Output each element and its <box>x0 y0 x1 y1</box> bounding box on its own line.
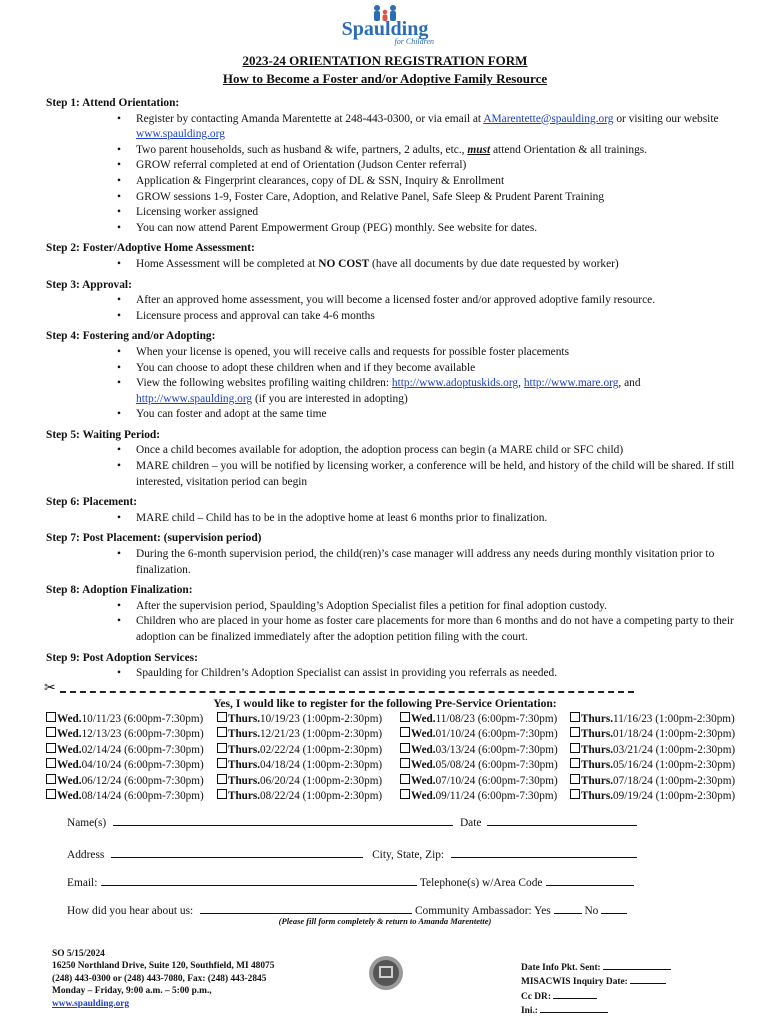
session-option[interactable] <box>570 712 760 727</box>
session-option[interactable] <box>400 758 570 773</box>
session-day: Thurs. <box>581 790 614 803</box>
step-bullet: • You can choose to adopt these children when and if they become available <box>136 361 736 377</box>
session-option[interactable] <box>570 758 760 773</box>
step-bullet: • GROW sessions 1-9, Foster Care, Adoption, and Relative Panel, Safe Sleep & Prudent Parent Training <box>136 190 736 206</box>
session-day: Thurs. <box>228 728 261 741</box>
step-heading: Step 5: Waiting Period: <box>46 428 161 441</box>
names-row <box>67 814 637 829</box>
logo-wordmark: Spaulding <box>341 18 429 40</box>
ambassador-label: Community Ambassador: Yes <box>414 905 551 917</box>
step-list <box>46 293 736 324</box>
step-heading: Step 9: Post Adoption Services: <box>46 651 198 664</box>
comma-text: , <box>518 377 524 390</box>
session-time: 11/08/23 (6:00pm-7:30pm) <box>435 713 558 725</box>
session-option[interactable] <box>400 743 570 758</box>
must-emphasis: must <box>467 143 491 156</box>
session-day: Wed. <box>411 728 436 741</box>
ini-label: Ini.: <box>521 1006 538 1017</box>
assessment-rest: (have all documents by due date requested by worker) <box>369 257 619 270</box>
checkbox[interactable] <box>570 789 580 799</box>
email-row <box>67 874 634 889</box>
session-option[interactable] <box>570 727 760 742</box>
session-day: Wed. <box>57 774 82 787</box>
session-option[interactable] <box>400 774 570 789</box>
session-day: Wed. <box>411 790 436 803</box>
accreditation-seal-icon <box>368 955 404 991</box>
address-label: Address <box>67 849 105 861</box>
mare-link[interactable]: http://www.mare.org <box>523 377 619 390</box>
step-bullet: • You can now attend Parent Empowerment Group (PEG) monthly. See website for dates. <box>136 221 736 237</box>
step-list <box>46 257 736 273</box>
session-option[interactable] <box>570 743 760 758</box>
step-heading: Step 8: Adoption Finalization: <box>46 584 193 597</box>
checkbox[interactable] <box>570 758 580 768</box>
step-bullet: • After an approved home assessment, you will become a licensed foster and/or approved adoptive family resource. <box>136 293 736 309</box>
checkbox[interactable] <box>46 789 56 799</box>
step-heading: Step 1: Attend Orientation: <box>46 97 180 109</box>
footer-hours: Monday – Friday, 9:00 a.m. – 5:00 p.m., <box>52 986 212 997</box>
households-rest: attend Orientation & all trainings. <box>490 143 648 156</box>
checkbox[interactable] <box>217 774 227 784</box>
misacwis-label: MISACWIS Inquiry Date: <box>521 977 628 988</box>
date-label: Date <box>459 817 482 829</box>
checkbox[interactable] <box>400 712 410 722</box>
footer-website-link[interactable]: www.spaulding.org <box>52 998 130 1009</box>
step-bullet <box>136 112 736 143</box>
session-option[interactable] <box>217 743 400 758</box>
website-link[interactable]: www.spaulding.org <box>136 128 225 141</box>
session-day: Thurs. <box>228 713 261 725</box>
step-heading: Step 4: Fostering and/or Adopting: <box>46 330 216 343</box>
session-option[interactable] <box>46 712 217 727</box>
session-option[interactable] <box>400 727 570 742</box>
address-row <box>67 846 637 861</box>
step-list <box>46 666 736 682</box>
spaulding-link[interactable]: http://www.spaulding.org <box>136 392 253 405</box>
session-row <box>46 743 766 758</box>
footer-contact <box>52 948 274 1010</box>
ini-input[interactable] <box>540 1003 608 1013</box>
footer-phone: (248) 443-0300 or (248) 443-7080, Fax: (248) 443-2845 <box>52 973 267 984</box>
session-option[interactable] <box>217 789 400 804</box>
step-list <box>46 599 736 646</box>
session-option[interactable] <box>217 758 400 773</box>
step-bullet: • Once a child becomes available for adoption, the adoption process can begin (a MARE child or SFC child) <box>136 443 736 459</box>
households-text: Two parent households, such as husband & wife, partners, 2 adults, etc., <box>136 143 468 156</box>
spaulding-logo <box>330 4 440 48</box>
session-option[interactable] <box>217 727 400 742</box>
return-note: (Please fill form completely & return to Amanda Marentette) <box>278 916 492 926</box>
session-row <box>46 712 766 727</box>
step-bullet: • Licensing worker assigned <box>136 205 736 221</box>
step-heading: Step 7: Post Placement: (supervision period) <box>46 532 262 545</box>
session-day: Wed. <box>411 743 436 756</box>
step-bullet: • MARE child – Child has to be in the adoptive home at least 6 months prior to finalization. <box>136 511 736 527</box>
session-day: Wed. <box>57 728 82 741</box>
session-row <box>46 774 766 789</box>
date-input[interactable] <box>487 814 637 826</box>
checkbox[interactable] <box>400 758 410 768</box>
info-sent-row <box>521 960 671 974</box>
checkbox[interactable] <box>46 727 56 737</box>
names-label: Name(s) <box>67 817 107 829</box>
step-bullet: • During the 6-month supervision period, the child(ren)’s case manager will address any needs during monthly visitation prior to finalization. <box>136 547 736 578</box>
session-option[interactable] <box>217 712 400 727</box>
step-bullet <box>136 257 736 273</box>
referral-row <box>67 902 627 917</box>
and-text: , and <box>618 377 641 390</box>
scissors-icon: ✂ <box>44 681 56 696</box>
step-bullet: • Application & Fingerprint clearances, copy of DL & SSN, Inquiry & Enrollment <box>136 174 736 190</box>
session-day: Thurs. <box>581 774 614 787</box>
form-subtitle: How to Become a Foster and/or Adoptive Family Resource <box>222 71 548 86</box>
session-option[interactable] <box>46 758 217 773</box>
step-bullet: • GROW referral completed at end of Orientation (Judson Center referral) <box>136 158 736 174</box>
session-day: Thurs. <box>228 759 261 772</box>
session-day: Thurs. <box>228 743 261 756</box>
session-day: Thurs. <box>581 728 614 741</box>
ambassador-no-input[interactable] <box>601 902 627 914</box>
form-title: 2023-24 ORIENTATION REGISTRATION FORM <box>242 53 528 68</box>
checkbox[interactable] <box>217 712 227 722</box>
phone-input[interactable] <box>546 874 634 886</box>
session-day: Thurs. <box>228 774 261 787</box>
session-day: Wed. <box>411 774 436 787</box>
office-use <box>521 960 671 1018</box>
session-time: 08/14/24 (6:00pm-7:30pm) <box>81 790 204 803</box>
city-label: City, State, Zip: <box>372 849 445 861</box>
session-day: Thurs. <box>581 713 614 725</box>
session-row <box>46 789 766 804</box>
checkbox[interactable] <box>46 774 56 784</box>
checkbox[interactable] <box>570 743 580 753</box>
step-bullet: • MARE children – you will be notified by licensing worker, a conference will be held, and history of the child will be shared. If still interested, visitation period can begin <box>136 459 736 490</box>
session-time: 11/16/23 (1:00pm-2:30pm) <box>613 713 735 725</box>
session-time: 09/11/24 (6:00pm-7:30pm) <box>435 790 558 803</box>
session-day: Wed. <box>57 790 82 803</box>
session-time: 01/18/24 (1:00pm-2:30pm) <box>613 728 736 741</box>
session-time: 08/22/24 (1:00pm-2:30pm) <box>260 790 383 803</box>
step-bullet: • Children who are placed in your home as foster care placements for more than 6 months and do not have a competing party to their adoption can be finalized immediately after the adoption petition filing with the court. <box>136 614 736 645</box>
hear-label: How did you hear about us: <box>67 905 194 917</box>
step-list <box>46 511 736 527</box>
session-time: 06/20/24 (1:00pm-2:30pm) <box>260 774 383 787</box>
footer-revision: SO 5/15/2024 <box>52 949 105 959</box>
ccdr-input[interactable] <box>553 989 597 999</box>
session-time: 10/19/23 (1:00pm-2:30pm) <box>260 713 383 725</box>
step-heading: Step 6: Placement: <box>46 496 138 509</box>
session-day: Wed. <box>57 743 82 756</box>
session-time: 01/10/24 (6:00pm-7:30pm) <box>435 728 558 741</box>
footer-address: 16250 Northland Drive, Suite 120, Southfield, MI 48075 <box>52 961 275 972</box>
checkbox[interactable] <box>217 758 227 768</box>
checkbox[interactable] <box>400 789 410 799</box>
ini-row <box>521 1003 671 1017</box>
session-time: 12/13/23 (6:00pm-7:30pm) <box>81 728 204 741</box>
adopting-text: (if you are interested in adopting) <box>252 392 408 405</box>
session-time: 07/18/24 (1:00pm-2:30pm) <box>613 774 736 787</box>
cut-line <box>44 683 634 697</box>
info-sent-label: Date Info Pkt. Sent: <box>521 963 601 973</box>
city-input[interactable] <box>451 846 637 858</box>
session-time: 04/10/24 (6:00pm-7:30pm) <box>81 759 204 772</box>
session-option[interactable] <box>46 789 217 804</box>
checkbox[interactable] <box>570 727 580 737</box>
checkbox[interactable] <box>46 758 56 768</box>
session-day: Thurs. <box>581 743 614 756</box>
session-option[interactable] <box>46 774 217 789</box>
checkbox[interactable] <box>46 712 56 722</box>
checkbox[interactable] <box>570 712 580 722</box>
session-time: 09/19/24 (1:00pm-2:30pm) <box>613 790 736 803</box>
session-time: 03/13/24 (6:00pm-7:30pm) <box>435 743 558 756</box>
ccdr-row <box>521 989 671 1003</box>
session-time: 05/08/24 (6:00pm-7:30pm) <box>435 759 558 772</box>
session-time: 10/11/23 (6:00pm-7:30pm) <box>81 713 204 725</box>
session-day: Wed. <box>57 713 82 725</box>
session-option[interactable] <box>400 789 570 804</box>
website-text: or visiting our website <box>613 112 719 125</box>
step-list <box>46 112 736 237</box>
checkbox[interactable] <box>400 743 410 753</box>
register-heading: Yes, I would like to register for the following Pre-Service Orientation: <box>213 697 557 710</box>
adoptuskids-link[interactable]: http://www.adoptuskids.org <box>391 377 519 390</box>
email-input[interactable] <box>101 874 417 886</box>
ccdr-label: Cc DR: <box>521 991 551 1002</box>
step-list <box>46 345 736 423</box>
session-time: 04/18/24 (1:00pm-2:30pm) <box>260 759 383 772</box>
session-option[interactable] <box>46 743 217 758</box>
info-sent-input[interactable] <box>603 960 671 970</box>
step-bullet: • After the supervision period, Spaulding’s Adoption Specialist files a petition for final adoption custody. <box>136 599 736 615</box>
session-option[interactable] <box>570 774 760 789</box>
orientation-sessions <box>46 712 766 804</box>
step-heading: Step 2: Foster/Adoptive Home Assessment: <box>46 242 255 255</box>
session-row <box>46 727 766 742</box>
session-time: 07/10/24 (6:00pm-7:30pm) <box>435 774 558 787</box>
step-bullet: • When your license is opened, you will receive calls and requests for possible foster placements <box>136 345 736 361</box>
email-link[interactable]: AMarentette@spaulding.org <box>483 112 614 125</box>
dashed-divider <box>60 691 634 693</box>
step-bullet: • Licensure process and approval can take 4-6 months <box>136 309 736 325</box>
session-time: 05/16/24 (1:00pm-2:30pm) <box>613 759 736 772</box>
session-day: Wed. <box>411 759 436 772</box>
checkbox[interactable] <box>217 743 227 753</box>
checkbox[interactable] <box>46 743 56 753</box>
session-option[interactable] <box>217 774 400 789</box>
session-day: Wed. <box>411 713 436 725</box>
phone-label: Telephone(s) w/Area Code <box>419 877 543 889</box>
checkbox[interactable] <box>570 774 580 784</box>
checkbox[interactable] <box>400 727 410 737</box>
steps-section <box>46 96 736 682</box>
no-cost-emphasis: NO COST <box>318 257 370 270</box>
address-input[interactable] <box>111 846 363 858</box>
session-time: 06/12/24 (6:00pm-7:30pm) <box>81 774 204 787</box>
assessment-text: Home Assessment will be completed at <box>136 257 319 270</box>
ambassador-no-label: No <box>584 905 599 917</box>
misacwis-input[interactable] <box>630 974 666 984</box>
session-option[interactable] <box>570 789 760 804</box>
step-bullet: • You can foster and adopt at the same time <box>136 407 736 423</box>
step-bullet <box>136 376 736 407</box>
step-list <box>46 547 736 578</box>
checkbox[interactable] <box>217 727 227 737</box>
session-row <box>46 758 766 773</box>
names-input[interactable] <box>113 814 453 826</box>
step-bullet <box>136 143 736 159</box>
ambassador-yes-input[interactable] <box>554 902 582 914</box>
session-day: Wed. <box>57 759 82 772</box>
session-time: 03/21/24 (1:00pm-2:30pm) <box>613 743 736 756</box>
step-bullet: • Spaulding for Children’s Adoption Specialist can assist in providing you referrals as needed. <box>136 666 736 682</box>
session-day: Thurs. <box>581 759 614 772</box>
checkbox[interactable] <box>217 789 227 799</box>
session-time: 02/14/24 (6:00pm-7:30pm) <box>81 743 204 756</box>
session-option[interactable] <box>46 727 217 742</box>
register-text: Register by contacting Amanda Marentette at 248-443-0300, or via email at <box>136 112 484 125</box>
session-option[interactable] <box>400 712 570 727</box>
logo-tagline: for Children <box>394 37 434 46</box>
misacwis-row <box>521 974 671 988</box>
session-day: Thurs. <box>228 790 261 803</box>
checkbox[interactable] <box>400 774 410 784</box>
step-heading: Step 3: Approval: <box>46 278 132 291</box>
session-time: 02/22/24 (1:00pm-2:30pm) <box>260 743 383 756</box>
websites-text: View the following websites profiling waiting children: <box>136 377 392 390</box>
email-label: Email: <box>67 877 98 889</box>
hear-input[interactable] <box>200 902 412 914</box>
step-list <box>46 443 736 490</box>
session-time: 12/21/23 (1:00pm-2:30pm) <box>260 728 383 741</box>
